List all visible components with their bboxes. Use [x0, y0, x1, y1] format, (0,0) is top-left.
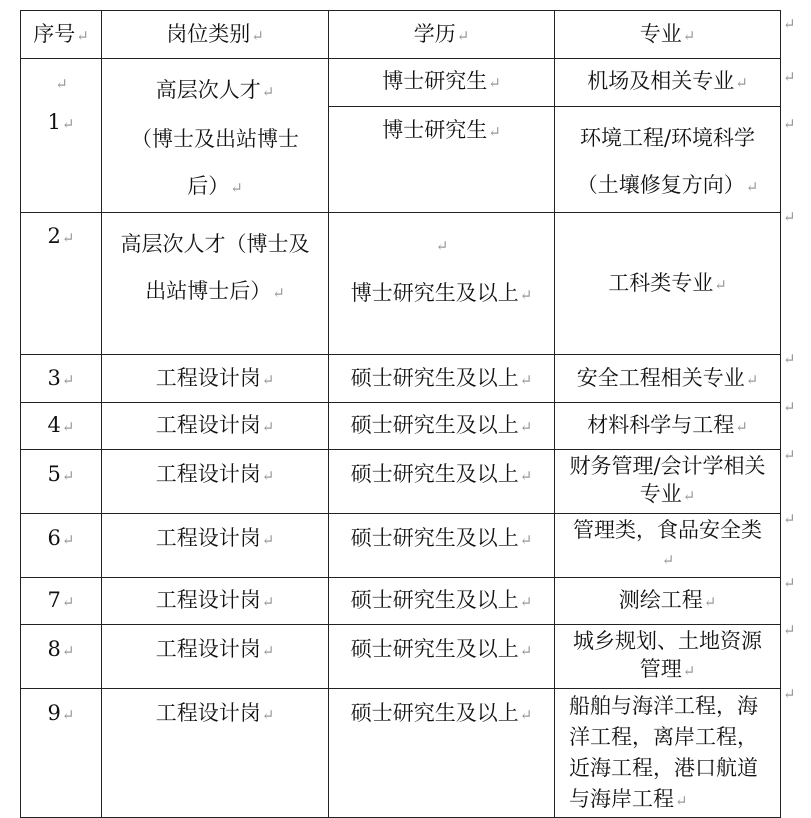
return-mark: ↵ [783, 350, 796, 368]
category-cell: 工程设计岗↵ [102, 450, 329, 514]
major-cell: 城乡规划、土地资源管理↵ [555, 625, 781, 689]
major-cell: 机场及相关专业↵ [555, 59, 781, 107]
table-row [21, 578, 781, 625]
recruitment-table [20, 10, 781, 818]
table-row [21, 59, 781, 107]
seq-cell: 8↵ [21, 625, 102, 689]
education-cell: 硕士研究生及以上↵ [329, 689, 555, 818]
major-cell: 材料科学与工程↵ [555, 403, 781, 450]
education-cell: 博士研究生↵ [329, 59, 555, 107]
table-row [21, 355, 781, 403]
category-cell: 高层次人才↵ （博士及出站博士后）↵ [102, 59, 329, 213]
major-cell: 管理类，食品安全类↵ [555, 514, 781, 578]
education-cell: 硕士研究生及以上↵ [329, 403, 555, 450]
return-mark: ↵ [783, 15, 796, 33]
major-cell: 船舶与海洋工程，海洋工程，离岸工程，近海工程，港口航道与海岸工程↵ [555, 689, 781, 818]
category-cell: 工程设计岗↵ [102, 689, 329, 818]
major-cell: 安全工程相关专业↵ [555, 355, 781, 403]
return-mark: ↵ [783, 68, 796, 86]
return-mark: ↵ [783, 574, 796, 592]
return-mark: ↵ [783, 398, 796, 416]
major-cell: 测绘工程↵ [555, 578, 781, 625]
seq-cell: 5↵ [21, 450, 102, 514]
seq-cell: 6↵ [21, 514, 102, 578]
seq-cell: ↵ 1↵ [21, 59, 102, 213]
return-mark: ↵ [783, 208, 796, 226]
table-row [21, 625, 781, 689]
table-row [21, 213, 781, 355]
category-cell: 高层次人才（博士及出站博士后）↵ [102, 213, 329, 355]
table-row [21, 689, 781, 818]
category-cell: 工程设计岗↵ [102, 514, 329, 578]
header-seq: 序号↵ [21, 11, 102, 59]
seq-cell: 2↵ [21, 213, 102, 355]
seq-cell: 4↵ [21, 403, 102, 450]
return-mark: ↵ [783, 115, 796, 133]
education-cell: 硕士研究生及以上↵ [329, 355, 555, 403]
category-cell: 工程设计岗↵ [102, 625, 329, 689]
table-row [21, 514, 781, 578]
education-cell: 硕士研究生及以上↵ [329, 514, 555, 578]
category-cell: 工程设计岗↵ [102, 578, 329, 625]
table-row [21, 450, 781, 514]
header-row [21, 11, 781, 59]
education-cell: 博士研究生↵ [329, 106, 555, 212]
return-mark: ↵ [783, 685, 796, 703]
education-cell: 硕士研究生及以上↵ [329, 578, 555, 625]
category-cell: 工程设计岗↵ [102, 355, 329, 403]
major-cell: 财务管理/会计学相关专业↵ [555, 450, 781, 514]
return-mark: ↵ [783, 621, 796, 639]
header-major: 专业↵ [555, 11, 781, 59]
table-row [21, 403, 781, 450]
category-cell: 工程设计岗↵ [102, 403, 329, 450]
education-cell: ↵ 博士研究生及以上↵ [329, 213, 555, 355]
seq-cell: 7↵ [21, 578, 102, 625]
header-education: 学历↵ [329, 11, 555, 59]
major-cell: 工科类专业↵ [555, 213, 781, 355]
header-category: 岗位类别↵ [102, 11, 329, 59]
major-cell: 环境工程/环境科学（土壤修复方向）↵ [555, 106, 781, 212]
education-cell: 硕士研究生及以上↵ [329, 625, 555, 689]
return-mark: ↵ [783, 510, 796, 528]
seq-cell: 3↵ [21, 355, 102, 403]
return-mark: ↵ [783, 446, 796, 464]
education-cell: 硕士研究生及以上↵ [329, 450, 555, 514]
seq-cell: 9↵ [21, 689, 102, 818]
